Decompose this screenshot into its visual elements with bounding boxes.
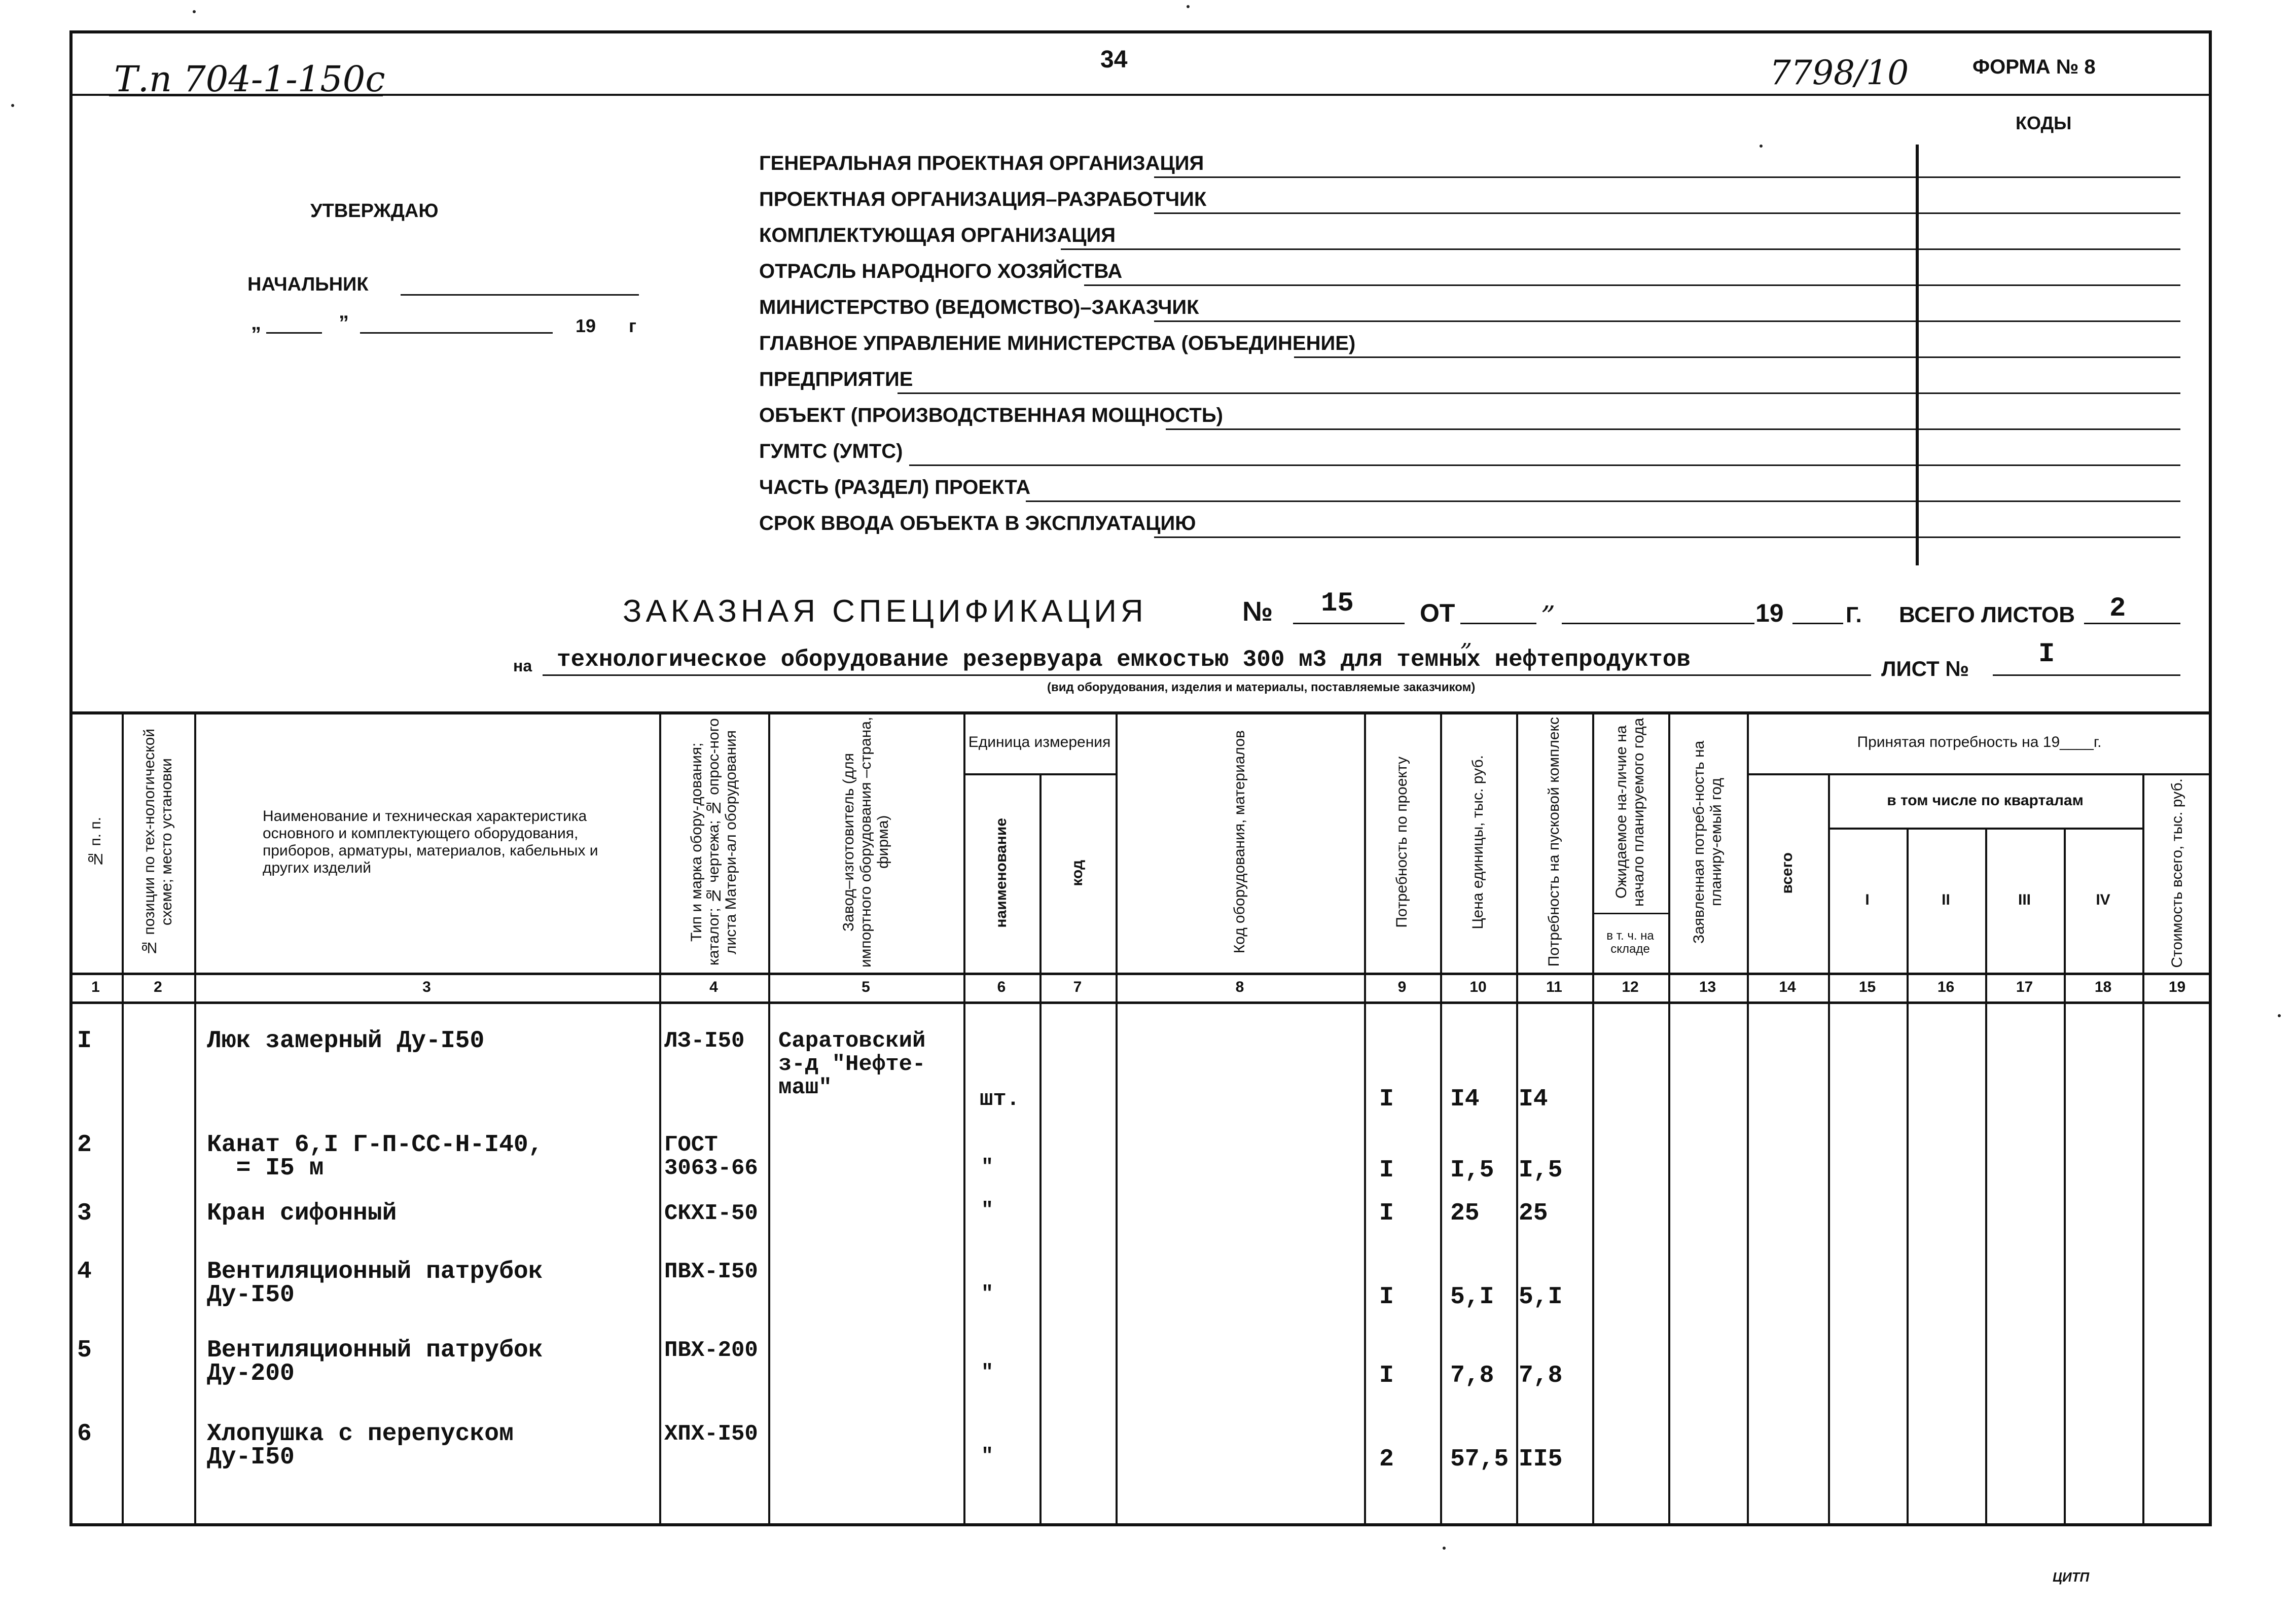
row-number: 2 <box>77 1131 92 1159</box>
date-month-line <box>360 332 553 334</box>
hdr-expected <box>1592 711 1668 913</box>
org-field-label: ПРЕДПРИЯТИЕ <box>759 368 913 390</box>
row-unit-price: 25 <box>1450 1200 1480 1227</box>
hdr-unit-code <box>1039 773 1116 973</box>
row-need-start: 5,I <box>1519 1283 1563 1311</box>
column-number: 17 <box>2016 978 2033 995</box>
spec-subject-note: (вид оборудования, изделия и материалы, поставляемые заказчиком) <box>1047 681 1476 694</box>
hdr-unit-group-text: Единица измерения <box>968 734 1111 750</box>
row-number: 6 <box>77 1420 92 1448</box>
scan-speck <box>11 104 14 107</box>
org-field-line <box>898 392 2180 394</box>
column-number: 12 <box>1622 978 1639 995</box>
row-number: 3 <box>77 1200 92 1227</box>
row-type: ПВХ-I50 <box>664 1259 758 1284</box>
hdr-expected-text: Ожидаемое на-личие на начало планируемого года <box>1613 718 1647 907</box>
spec-date-month-line <box>1562 623 1754 624</box>
row-name: Вентиляционный патрубок Ду-200 <box>207 1337 543 1387</box>
column-number: 4 <box>709 978 718 995</box>
hdr-q4 <box>2064 828 2142 973</box>
column-number: 2 <box>154 978 162 995</box>
header-divider <box>69 94 2212 96</box>
chief-label: НАЧАЛЬНИК <box>247 274 369 295</box>
hdr-maker <box>768 711 963 973</box>
hdr-row-number-text: № п. п. <box>87 817 104 867</box>
doc-number: 7798/10 <box>1770 53 1909 92</box>
hdr-type-text: Тип и марка обору-дования; каталог; № чертежа; № опрос-ного листа Матери-ал оборудования <box>688 718 739 966</box>
column-number: 15 <box>1858 978 1876 995</box>
row-need-project: I <box>1379 1200 1394 1227</box>
hdr-type <box>659 711 768 973</box>
org-field-line <box>1084 284 2180 286</box>
hdr-q3 <box>1985 828 2064 973</box>
spec-number: 15 <box>1321 588 1354 619</box>
row-need-start: 25 <box>1519 1200 1548 1227</box>
codes-label: КОДЫ <box>2016 113 2072 133</box>
hdr-unit-price-text: Цена единицы, тыс. руб. <box>1469 755 1486 929</box>
form-label: ФОРМА № 8 <box>1972 56 2096 78</box>
hdr-position-text: № позиции по тех-нологической схеме; место установки <box>140 728 175 956</box>
hdr-q3-text: III <box>2018 891 2031 908</box>
table-row-line <box>69 1001 2212 1004</box>
hdr-declared <box>1668 711 1747 973</box>
hdr-accepted-group <box>1747 711 2212 773</box>
hdr-position <box>122 711 194 973</box>
row-name: Вентиляционный патрубок Ду-I50 <box>207 1258 543 1309</box>
scan-speck <box>1187 5 1190 8</box>
row-unit: шт. <box>980 1087 1020 1112</box>
row-type: ЛЗ-I50 <box>664 1028 745 1054</box>
row-need-project: 2 <box>1379 1446 1394 1473</box>
hdr-unit-code-text: код <box>1069 860 1086 886</box>
hdr-cost-text: Стоимость всего, тыс. руб. <box>2168 778 2185 968</box>
org-field-label: ОТРАСЛЬ НАРОДНОГО ХОЗЯЙСТВА <box>759 260 1123 282</box>
org-field-line <box>1154 536 2180 538</box>
row-name: Хлопушка с перепуском Ду-I50 <box>207 1420 514 1471</box>
row-type: ХПХ-I50 <box>664 1421 758 1447</box>
spec-year-line <box>1792 623 1843 624</box>
column-number: 5 <box>862 978 870 995</box>
hdr-cost <box>2142 773 2212 973</box>
hdr-unit-group <box>963 711 1116 773</box>
hdr-q1 <box>1828 828 1907 973</box>
hdr-in-stock <box>1592 913 1668 973</box>
org-field-label: ОБЪЕКТ (ПРОИЗВОДСТВЕННАЯ МОЩНОСТЬ) <box>759 404 1223 426</box>
row-need-project: I <box>1379 1157 1394 1184</box>
page-number: 34 <box>1100 46 1128 73</box>
codes-divider <box>1916 145 1919 565</box>
doc-code-underline <box>109 94 383 96</box>
row-need-start: II5 <box>1519 1446 1563 1473</box>
column-number: 9 <box>1397 978 1407 995</box>
chief-signature-line <box>401 294 639 296</box>
hdr-quarters-group <box>1828 773 2142 828</box>
row-need-start: 7,8 <box>1519 1362 1563 1389</box>
org-field-label: ГЕНЕРАЛЬНАЯ ПРОЕКТНАЯ ОРГАНИЗАЦИЯ <box>759 152 1204 174</box>
total-sheets-label: ВСЕГО ЛИСТОВ <box>1899 602 2075 627</box>
org-field-line <box>1166 428 2180 430</box>
hdr-maker-text: Завод–изготовитель (для импортного оборудования –страна, фирма) <box>840 717 891 968</box>
row-need-start: I,5 <box>1519 1157 1563 1184</box>
spec-from-label: ОТ <box>1420 599 1455 627</box>
column-number: 8 <box>1235 978 1244 995</box>
hdr-name <box>194 711 659 973</box>
org-field-label: ГЛАВНОЕ УПРАВЛЕНИЕ МИНИСТЕРСТВА (ОБЪЕДИНЕНИЕ) <box>759 332 1356 354</box>
org-field-line <box>1154 212 2180 214</box>
org-field-line <box>1294 356 2180 358</box>
hdr-q2-text: II <box>1942 891 1950 908</box>
sheet-label: ЛИСТ № <box>1881 657 1969 681</box>
hdr-q1-text: I <box>1865 891 1870 908</box>
spec-title: ЗАКАЗНАЯ СПЕЦИФИКАЦИЯ <box>623 594 1147 629</box>
row-unit-price: I4 <box>1450 1086 1480 1113</box>
sheet-line <box>1993 674 2180 676</box>
hdr-unit-name-text: наименование <box>993 818 1010 928</box>
hdr-name-text: Наименование и техническая характеристика основного и комплектующего оборудования, приборов, арматуры, материалов, кабельных и других изделий <box>263 807 598 876</box>
org-field-label: КОМПЛЕКТУЮЩАЯ ОРГАНИЗАЦИЯ <box>759 224 1116 246</box>
row-name: Люк замерный Ду-I50 <box>207 1027 485 1055</box>
row-name: Кран сифонный <box>207 1200 397 1227</box>
org-field-label: ПРОЕКТНАЯ ОРГАНИЗАЦИЯ–РАЗРАБОТЧИК <box>759 188 1207 210</box>
date-day-line <box>266 332 322 334</box>
hdr-need-start <box>1516 711 1592 973</box>
scan-speck <box>193 10 196 13</box>
hdr-declared-text: Заявленная потреб-ность на планиру-емый год <box>1690 740 1725 944</box>
spec-no-label: № <box>1242 596 1273 627</box>
column-number: 3 <box>422 978 431 995</box>
hdr-need-project <box>1364 711 1440 973</box>
hdr-equipment-code <box>1116 711 1364 973</box>
spec-number-line <box>1293 623 1405 624</box>
hdr-need-start-text: Потребность на пусковой комплекс <box>1546 717 1562 967</box>
row-number: 5 <box>77 1337 92 1364</box>
spec-quote: „ <box>1541 583 1556 615</box>
total-sheets: 2 <box>2109 593 2126 624</box>
year-prefix: 19 <box>576 315 596 336</box>
approve-label: УТВЕРЖДАЮ <box>310 200 439 222</box>
column-number: 18 <box>2094 978 2112 995</box>
row-unit-price: 57,5 <box>1450 1446 1509 1473</box>
row-unit: " <box>981 1156 994 1179</box>
scan-speck <box>1760 145 1763 148</box>
footer-mark: ЦИТП <box>2053 1569 2090 1585</box>
hdr-q4-text: IV <box>2096 891 2110 908</box>
column-number: 14 <box>1779 978 1796 995</box>
org-field-line <box>909 464 2180 466</box>
row-type: ПВХ-200 <box>664 1338 758 1363</box>
hdr-q2 <box>1907 828 1985 973</box>
row-unit: " <box>981 1445 994 1468</box>
row-number: I <box>77 1027 92 1055</box>
scan-speck <box>2278 1014 2281 1017</box>
spec-subject: технологическое оборудование резервуара емкостью 300 м3 для темных нефтепродуктов <box>557 647 1691 673</box>
org-field-label: МИНИСТЕРСТВО (ВЕДОМСТВО)–ЗАКАЗЧИК <box>759 296 1199 318</box>
row-type: СКХI-50 <box>664 1201 758 1226</box>
hdr-in-stock-text: в т. ч. на складе <box>1606 929 1654 956</box>
column-number: 11 <box>1546 978 1562 995</box>
hdr-unit-price <box>1440 711 1516 973</box>
org-field-line <box>1026 500 2180 502</box>
spec-quote-2: „ <box>1460 624 1473 651</box>
row-unit-price: 7,8 <box>1450 1362 1494 1389</box>
row-unit: " <box>981 1199 994 1222</box>
column-number: 13 <box>1699 978 1716 995</box>
org-field-label: СРОК ВВОДА ОБЪЕКТА В ЭКСПЛУАТАЦИЮ <box>759 512 1196 534</box>
column-number: 7 <box>1073 978 1082 995</box>
hdr-total-text: всего <box>1779 852 1796 894</box>
hdr-accepted-group-text: Принятая потребность на 19____г. <box>1857 734 2102 750</box>
spec-subject-line <box>543 674 1871 676</box>
doc-code: Т.п 704-1-150с <box>114 58 385 100</box>
column-number: 10 <box>1469 978 1487 995</box>
spec-on-label: на <box>513 657 532 675</box>
date-quote-close: ” <box>339 312 349 334</box>
column-number: 6 <box>997 978 1006 995</box>
column-number: 19 <box>2168 978 2186 995</box>
sheet-number: I <box>2038 639 2055 670</box>
org-field-label: ЧАСТЬ (РАЗДЕЛ) ПРОЕКТА <box>759 476 1031 498</box>
hdr-unit-name <box>963 773 1039 973</box>
year-suffix: г <box>629 315 636 336</box>
org-field-line <box>1061 248 2180 250</box>
row-unit: " <box>981 1283 994 1306</box>
column-number: 16 <box>1937 978 1955 995</box>
org-field-line <box>1154 320 2180 322</box>
spec-year-label: 19 <box>1755 599 1784 627</box>
spec-year-suffix: Г. <box>1846 602 1862 627</box>
hdr-row-number <box>69 711 122 973</box>
date-quote-open: „ <box>251 312 261 334</box>
row-unit: " <box>981 1362 994 1384</box>
hdr-equipment-code-text: Код оборудования, материалов <box>1231 730 1248 954</box>
total-sheets-line <box>2084 623 2180 624</box>
row-unit-price: I,5 <box>1450 1157 1494 1184</box>
row-name: Канат 6,I Г-П-СС-Н-I40, = I5 м <box>207 1131 543 1182</box>
hdr-total <box>1747 773 1828 973</box>
row-need-start: I4 <box>1519 1086 1548 1113</box>
org-field-label: ГУМТС (УМТС) <box>759 440 903 462</box>
row-number: 4 <box>77 1258 92 1285</box>
row-need-project: I <box>1379 1283 1394 1311</box>
hdr-quarters-group-text: в том числе по кварталам <box>1887 792 2084 809</box>
scan-speck <box>1443 1547 1446 1550</box>
hdr-need-project-text: Потребность по проекту <box>1393 756 1410 928</box>
row-type: ГОСТ 3063-66 <box>664 1132 758 1181</box>
row-need-project: I <box>1379 1086 1394 1113</box>
column-number: 1 <box>91 978 100 995</box>
row-unit-price: 5,I <box>1450 1283 1494 1311</box>
row-need-project: I <box>1379 1362 1394 1389</box>
org-field-line <box>1154 176 2180 178</box>
row-maker: Саратовский з-д "Нефте- маш" <box>778 1028 926 1100</box>
